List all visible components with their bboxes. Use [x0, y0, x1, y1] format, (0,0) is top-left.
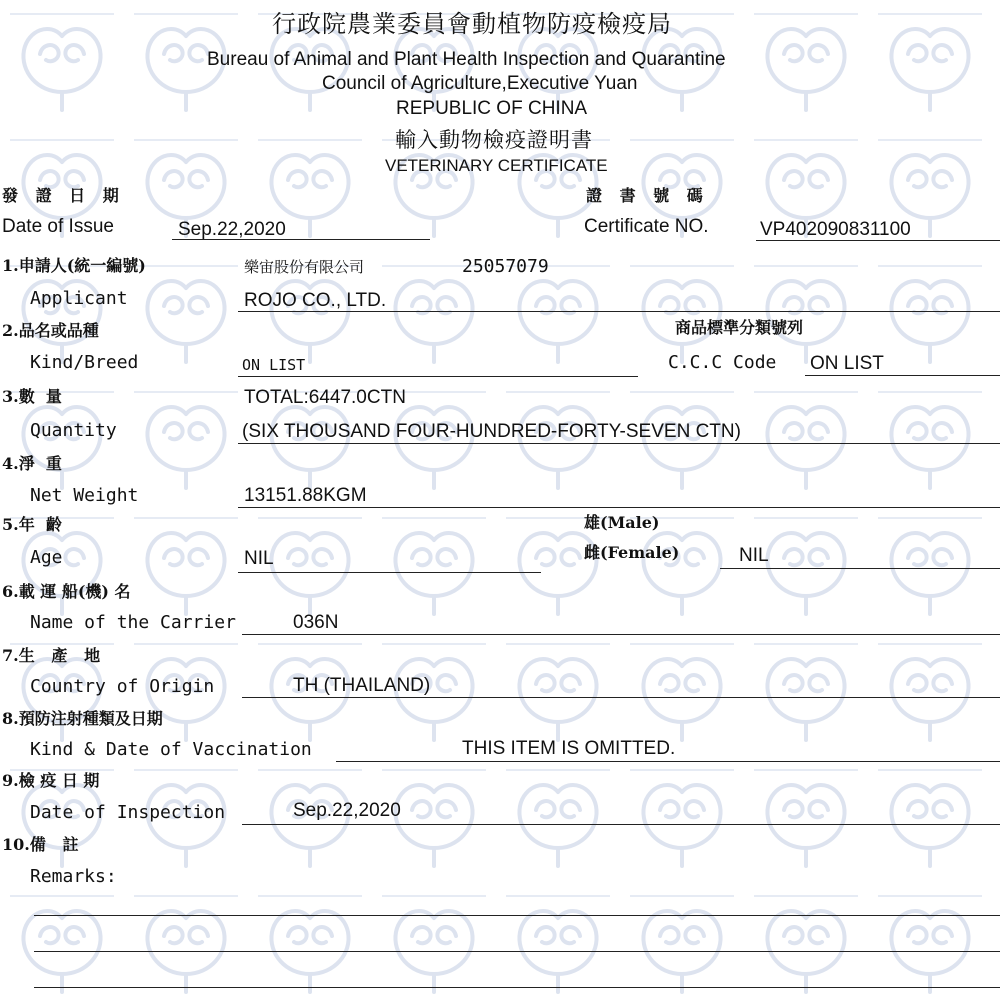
origin-value: TH (THAILAND) — [293, 675, 431, 696]
remarks-line-3 — [34, 987, 1000, 988]
remarks-line-2 — [34, 951, 1000, 952]
ccc-code-value: ON LIST — [810, 353, 884, 374]
net-weight-value: 13151.88KGM — [244, 485, 367, 506]
quantity-line — [238, 443, 1000, 444]
council-name: Council of Agriculture,Executive Yuan — [322, 73, 638, 94]
applicant-line — [238, 311, 1000, 312]
age-line — [238, 572, 541, 573]
sex-value: NIL — [739, 545, 769, 566]
age-label-chinese: 5.年 齡 — [2, 515, 62, 534]
applicant-tax-id: 25057079 — [462, 256, 549, 277]
document-title-chinese: 輸入動物檢疫證明書 — [395, 128, 593, 152]
kind-line — [238, 376, 638, 377]
quantity-value: TOTAL:6447.0CTN — [244, 387, 406, 408]
net-weight-line — [238, 507, 1000, 508]
kind-label: Kind/Breed — [30, 352, 139, 373]
issue-date-line — [172, 239, 430, 240]
applicant-label-chinese: 1.申請人(統一編號) — [2, 256, 146, 275]
origin-label-chinese: 7.生 產 地 — [2, 646, 101, 665]
age-label: Age — [30, 547, 63, 568]
inspection-label: Date of Inspection — [30, 802, 226, 823]
female-label: 雌(Female) — [584, 543, 680, 562]
kind-value: ON LIST — [242, 356, 306, 374]
carrier-value: 036N — [293, 612, 339, 633]
certificate-number-value: VP402090831100 — [760, 219, 911, 240]
ccc-code-line — [805, 375, 1000, 376]
issue-date-label: Date of Issue — [2, 216, 114, 237]
vaccination-label-chinese: 8.預防注射種類及日期 — [2, 709, 163, 728]
certificate-number-label: Certificate NO. — [584, 216, 709, 237]
carrier-label-chinese: 6.載 運 船(機) 名 — [2, 582, 131, 601]
inspection-value: Sep.22,2020 — [293, 800, 401, 821]
certificate-number-label-chinese: 證 書 號 碼 — [586, 186, 709, 205]
remarks-line-1 — [34, 915, 1000, 916]
quantity-label: Quantity — [30, 420, 117, 441]
quantity-value-words: (SIX THOUSAND FOUR-HUNDRED-FORTY-SEVEN CTN) — [242, 421, 741, 442]
net-weight-label: Net Weight — [30, 485, 139, 506]
agency-name-english: Bureau of Animal and Plant Health Inspection and Quarantine — [207, 49, 726, 70]
remarks-label-chinese: 10.備 註 — [2, 835, 79, 854]
issue-date-label-chinese: 發 證 日 期 — [2, 186, 125, 205]
net-weight-label-chinese: 4.淨 重 — [2, 454, 62, 473]
inspection-line — [242, 824, 1000, 825]
kind-label-chinese: 2.品名或品種 — [2, 321, 99, 340]
vaccination-line — [336, 761, 1000, 762]
carrier-line — [242, 634, 1000, 635]
quantity-label-chinese: 3.數 量 — [2, 387, 62, 406]
sex-line — [720, 568, 1000, 569]
vaccination-label: Kind & Date of Vaccination — [30, 739, 312, 760]
origin-line — [242, 697, 1000, 698]
agency-name-chinese: 行政院農業委員會動植物防疫檢疫局 — [272, 10, 672, 38]
document-title-english: VETERINARY CERTIFICATE — [385, 156, 608, 175]
country-name: REPUBLIC OF CHINA — [396, 98, 588, 119]
vaccination-value: THIS ITEM IS OMITTED. — [462, 738, 676, 759]
applicant-company-chinese: 樂宙股份有限公司 — [244, 258, 365, 276]
inspection-label-chinese: 9.檢 疫 日 期 — [2, 771, 100, 790]
origin-label: Country of Origin — [30, 676, 215, 697]
certificate-number-line — [756, 240, 1000, 241]
remarks-label: Remarks: — [30, 866, 117, 887]
male-label: 雄(Male) — [584, 513, 660, 532]
age-value: NIL — [244, 548, 274, 569]
issue-date-value: Sep.22,2020 — [178, 219, 286, 240]
carrier-label: Name of the Carrier — [30, 612, 236, 633]
applicant-value: ROJO CO., LTD. — [244, 290, 387, 311]
ccc-code-label-chinese: 商品標準分類號列 — [675, 318, 804, 337]
applicant-label: Applicant — [30, 288, 128, 309]
ccc-code-label: C.C.C Code — [668, 352, 777, 373]
